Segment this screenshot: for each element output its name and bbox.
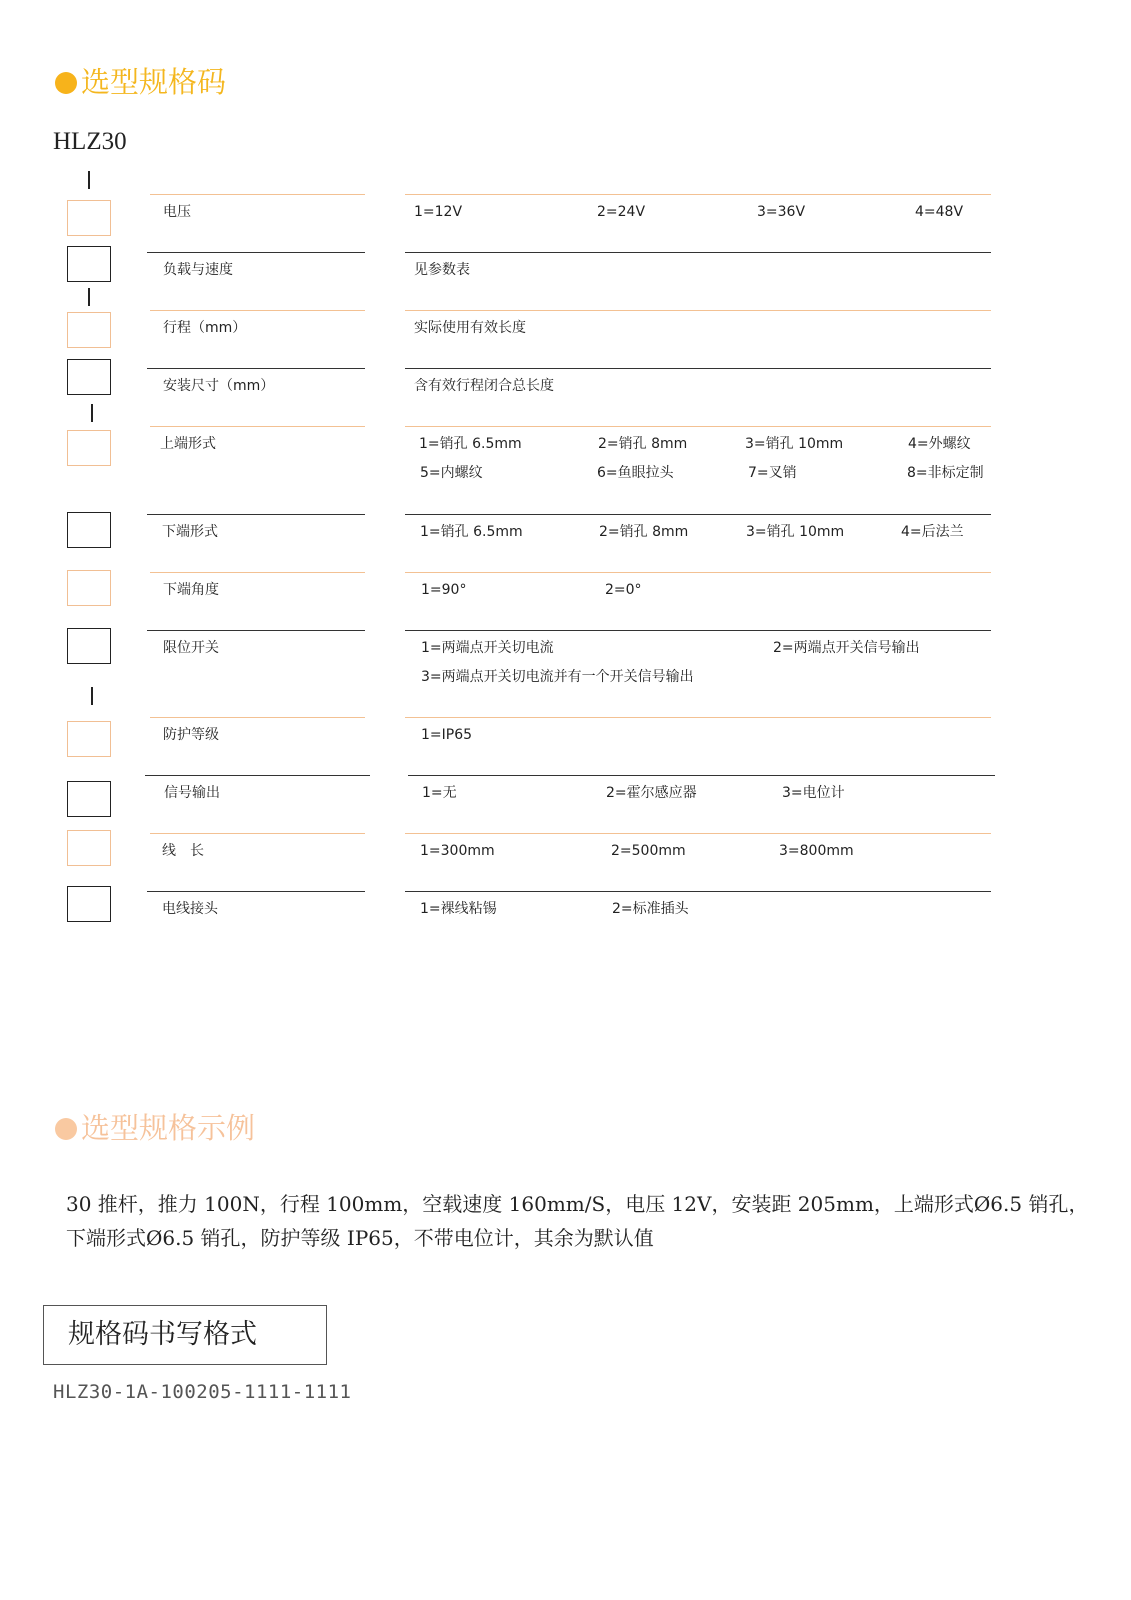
separator-line xyxy=(150,310,365,311)
code-box-cable-length xyxy=(67,830,111,866)
connector-tick xyxy=(91,404,93,422)
separator-line xyxy=(405,194,991,195)
option-value: 3=800mm xyxy=(779,843,854,859)
separator-line xyxy=(150,833,365,834)
option-value: 3=销孔 10mm xyxy=(745,436,844,452)
option-value: 1=12V xyxy=(414,204,463,220)
option-value: 2=24V xyxy=(597,204,646,220)
option-value: 6=鱼眼拉头 xyxy=(597,465,674,481)
separator-line xyxy=(405,833,991,834)
row-label-protection: 防护等级 xyxy=(163,727,219,743)
code-box-stroke xyxy=(67,312,111,348)
connector-tick xyxy=(91,687,93,705)
option-value: 实际使用有效长度 xyxy=(414,320,526,336)
row-label-install-size: 安装尺寸（mm） xyxy=(163,378,275,394)
section-title-spec-code xyxy=(55,64,226,100)
separator-line xyxy=(150,194,365,195)
option-value: 1=90° xyxy=(421,582,467,598)
bullet-dot-icon xyxy=(55,72,77,94)
option-value: 7=叉销 xyxy=(748,465,797,481)
option-value: 1=销孔 6.5mm xyxy=(420,524,523,540)
option-value: 8=非标定制 xyxy=(907,465,984,481)
row-label-signal-output: 信号输出 xyxy=(164,785,220,801)
row-label-bottom-end: 下端形式 xyxy=(162,524,218,540)
example-line: 30 推杆，推力 100N，行程 100mm，空载速度 160mm/S，电压 12V，安装距 205mm，上端形式Ø6.5 销孔， xyxy=(66,1192,1089,1216)
separator-line xyxy=(405,514,991,515)
option-value: 1=裸线粘锡 xyxy=(420,901,497,917)
code-box-load-speed xyxy=(67,246,111,282)
option-value: 4=外螺纹 xyxy=(908,436,971,452)
separator-line xyxy=(147,514,365,515)
row-label-connector: 电线接头 xyxy=(162,901,218,917)
code-box-connector xyxy=(67,886,111,922)
separator-line xyxy=(405,891,991,892)
connector-tick xyxy=(88,171,90,189)
example-description xyxy=(66,1187,1106,1255)
separator-line xyxy=(147,891,365,892)
option-value: 2=两端点开关信号输出 xyxy=(773,640,920,656)
code-box-limit-switch xyxy=(67,628,111,664)
separator-line xyxy=(405,572,991,573)
option-value: 含有效行程闭合总长度 xyxy=(414,378,554,394)
separator-line xyxy=(150,717,365,718)
row-label-bottom-angle: 下端角度 xyxy=(163,582,219,598)
option-value: 3=销孔 10mm xyxy=(746,524,845,540)
option-value: 4=后法兰 xyxy=(901,524,964,540)
option-value: 2=标准插头 xyxy=(612,901,689,917)
format-code: HLZ30-1A-100205-1111-1111 xyxy=(53,1381,352,1403)
option-value: 1=销孔 6.5mm xyxy=(419,436,522,452)
code-box-protection xyxy=(67,721,111,757)
separator-line xyxy=(408,775,995,776)
row-label-limit-switch: 限位开关 xyxy=(163,640,219,656)
model-number: HLZ30 xyxy=(53,128,127,155)
separator-line xyxy=(405,368,991,369)
code-box-voltage xyxy=(67,200,111,236)
option-value: 见参数表 xyxy=(414,262,470,278)
section-title-text: 选型规格示例 xyxy=(81,1111,256,1145)
row-label-top-end: 上端形式 xyxy=(160,436,216,452)
separator-line xyxy=(145,775,370,776)
separator-line xyxy=(147,630,365,631)
separator-line xyxy=(405,630,991,631)
row-label-voltage: 电压 xyxy=(163,204,191,220)
code-box-bottom-angle xyxy=(67,570,111,606)
option-value: 2=0° xyxy=(605,582,642,598)
connector-tick xyxy=(88,288,90,306)
option-value: 3=电位计 xyxy=(782,785,845,801)
row-label-stroke: 行程（mm） xyxy=(163,320,247,336)
code-box-signal-output xyxy=(67,781,111,817)
separator-line xyxy=(405,426,991,427)
row-label-load-speed: 负载与速度 xyxy=(163,262,233,278)
option-value: 2=霍尔感应器 xyxy=(606,785,697,801)
option-value: 4=48V xyxy=(915,204,964,220)
option-value: 1=300mm xyxy=(420,843,495,859)
option-value: 5=内螺纹 xyxy=(420,465,483,481)
option-value: 2=销孔 8mm xyxy=(599,524,689,540)
option-value: 1=IP65 xyxy=(421,727,473,743)
code-box-bottom-end xyxy=(67,512,111,548)
separator-line xyxy=(405,310,991,311)
bullet-dot-icon xyxy=(55,1118,77,1140)
option-value: 3=36V xyxy=(757,204,806,220)
separator-line xyxy=(405,717,991,718)
option-value: 1=两端点开关切电流 xyxy=(421,640,554,656)
option-value: 2=500mm xyxy=(611,843,686,859)
section-title-text: 选型规格码 xyxy=(81,65,227,99)
separator-line xyxy=(147,252,365,253)
code-box-top-end xyxy=(67,430,111,466)
format-box: 规格码书写格式 xyxy=(43,1305,327,1365)
example-line: 下端形式Ø6.5 销孔，防护等级 IP65，不带电位计，其余为默认值 xyxy=(66,1226,654,1250)
section-title-example xyxy=(55,1110,255,1146)
separator-line xyxy=(147,368,365,369)
separator-line xyxy=(150,426,365,427)
option-value: 3=两端点开关切电流并有一个开关信号输出 xyxy=(421,669,694,685)
separator-line xyxy=(150,572,365,573)
row-label-cable-length: 线 长 xyxy=(162,843,204,859)
code-box-install-size xyxy=(67,359,111,395)
option-value: 2=销孔 8mm xyxy=(598,436,688,452)
option-value: 1=无 xyxy=(422,785,457,801)
separator-line xyxy=(405,252,991,253)
